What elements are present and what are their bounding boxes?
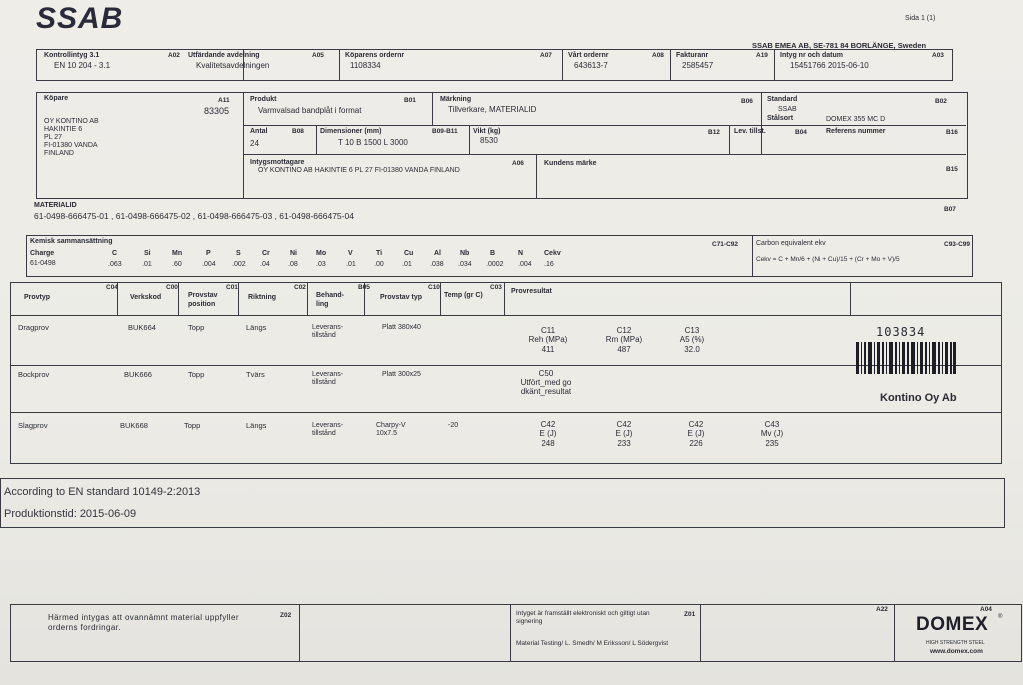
vikt-value: 8530 <box>480 136 498 145</box>
chem-h-al: Al <box>434 250 441 257</box>
chem-label: Kemisk sammansättning <box>30 238 113 245</box>
certify-code: Z02 <box>280 612 292 619</box>
row3-temp: -20 <box>448 422 459 429</box>
faktura-code: A19 <box>756 52 768 59</box>
row1-pos: Topp <box>188 323 205 332</box>
buyer-line-1: OY KONTINO AB <box>44 118 99 125</box>
row1-provtyp: Dragprov <box>18 323 49 332</box>
company-address: SSAB EMEA AB, SE-781 84 BORLÄNGE, Sweden <box>752 41 927 50</box>
product-value: Varmvalsad bandplåt i format <box>258 106 362 115</box>
row1-r3-code: C13 <box>684 326 700 335</box>
row3-r2-value: 233 <box>617 439 631 448</box>
dim-value: T 10 B 1500 L 3000 <box>338 138 408 147</box>
standard-code: B02 <box>935 98 947 105</box>
row3-r3-value: 226 <box>689 439 703 448</box>
row2-verkskod: BUK666 <box>124 370 152 379</box>
kontrollintyg-label: Kontrollintyg 3.1 <box>44 52 100 59</box>
th-provstavtyp-code: C10 <box>428 284 440 291</box>
chem-v-charge: 61-0498 <box>30 260 56 267</box>
certify-text: Härmed intygas att ovannämnt material uppfyller orderns fordringar. <box>48 613 239 632</box>
th-provstav2: position <box>188 301 216 308</box>
intyg-datum-code: A03 <box>932 52 944 59</box>
chem-v-nb: .034 <box>458 261 472 268</box>
kopare-order-value: 1108334 <box>350 61 381 70</box>
row3-r3-label: E (J) <box>687 429 705 438</box>
row3-r2-label: E (J) <box>615 429 633 438</box>
th-verkskod: Verkskod <box>130 294 162 301</box>
ref-code: B16 <box>946 129 958 136</box>
th-temp-code: C03 <box>490 284 502 291</box>
intyg-datum-label: Intyg nr och datum <box>780 52 843 59</box>
chem-h-v: V <box>348 250 353 257</box>
th-provstav-code: C01 <box>226 284 238 291</box>
buyer-code: A11 <box>218 97 230 104</box>
standard-label: Standard <box>767 96 798 103</box>
ce-label: Carbon equivalent ekv <box>756 240 826 247</box>
chem-v-b: .0002 <box>486 261 504 268</box>
th-behand2: ling <box>316 301 329 308</box>
chem-v-cekv: .16 <box>544 261 554 268</box>
row1-r2-label: Rm (MPa) <box>605 335 643 344</box>
utfardande-code: A05 <box>312 52 324 59</box>
th-provstavtyp: Provstav typ <box>380 294 423 301</box>
row2-behand2: tillstånd <box>312 379 336 386</box>
intyg-label: Intygsmottagare <box>250 159 305 166</box>
chem-v-al: .038 <box>430 261 444 268</box>
chem-h-nb: Nb <box>460 250 470 257</box>
row2-behand1: Leverans- <box>312 371 344 378</box>
ssab-logo: SSAB <box>36 2 124 35</box>
dim-code: B09-B11 <box>432 128 458 135</box>
row1-r1-label: Reh (MPa) <box>528 335 568 344</box>
th-verkskod-code: C00 <box>166 284 178 291</box>
chem-v-cu: .01 <box>402 261 412 268</box>
testing-text: Material Testing/ L. Smedh/ M Eriksson/ L Södergvist <box>516 640 669 647</box>
barcode-icon <box>856 342 956 374</box>
intyg-code: A06 <box>512 160 524 167</box>
row1-typ: Platt 380x40 <box>382 324 421 331</box>
row3-r4-value: 235 <box>765 439 779 448</box>
chem-v-ti: .00 <box>374 261 384 268</box>
row3-behand1: Leverans- <box>312 422 344 429</box>
row2-r1-value: dkänt_resultat <box>520 387 572 396</box>
row1-r2-code: C12 <box>616 326 632 335</box>
th-riktning: Riktning <box>248 294 276 301</box>
materialid-value: 61-0498-666475-01 , 61-0498-666475-02 , 61-0498-666475-03 , 61-0498-666475-04 <box>34 211 354 221</box>
row3-r1-value: 248 <box>541 439 555 448</box>
antal-code: B08 <box>292 128 304 135</box>
produktionstid-note: Produktionstid: 2015-06-09 <box>4 508 137 520</box>
row2-provtyp: Bockprov <box>18 370 50 379</box>
antal-value: 24 <box>250 139 259 148</box>
ref-label: Referens nummer <box>826 128 886 135</box>
row2-r1-code: C50 <box>538 369 554 378</box>
product-label: Produkt <box>250 96 277 103</box>
th-behand-code: B05 <box>358 284 370 291</box>
chem-h-p: P <box>206 250 211 257</box>
standard-value: SSAB <box>778 106 797 113</box>
buyer-line-5: FINLAND <box>44 150 74 157</box>
th-riktning-code: C02 <box>294 284 306 291</box>
domex-logo: DOMEX <box>916 614 989 635</box>
row1-r1-value: 411 <box>541 345 555 354</box>
row3-r4-code: C43 <box>764 420 780 429</box>
chem-v-c: .063 <box>108 261 122 268</box>
row1-r1-code: C11 <box>540 326 556 335</box>
chem-v-v: .01 <box>346 261 356 268</box>
intyg-value: OY KONTINO AB HAKINTIE 6 PL 27 FI-01380 VANDA FINLAND <box>258 167 460 174</box>
chem-code: C71-C92 <box>712 241 739 248</box>
chem-h-charge: Charge <box>30 250 55 257</box>
electronic-code: Z01 <box>684 611 696 618</box>
lev-code: B04 <box>795 129 807 136</box>
row1-r3-value: 32.0 <box>684 345 700 354</box>
domex-code: A04 <box>980 606 992 613</box>
kontrollintyg-code: A02 <box>168 52 180 59</box>
kundens-code: B15 <box>946 166 958 173</box>
ce-code: C93-C99 <box>944 241 971 248</box>
chem-h-si: Si <box>144 250 151 257</box>
barcode-number: 103834 <box>876 325 926 339</box>
kontrollintyg-value: EN 10 204 - 3.1 <box>54 61 111 70</box>
row3-behand2: tillstånd <box>312 430 336 437</box>
row3-typ2: 10x7.5 <box>376 430 398 437</box>
row3-typ: Charpy-V <box>376 422 406 429</box>
lev-label: Lev. tillst. <box>734 128 766 135</box>
marking-value: Tillverkare, MATERIALID <box>448 105 537 114</box>
row3-r1-code: C42 <box>540 420 556 429</box>
row3-verkskod: BUK668 <box>120 421 148 430</box>
chem-h-n: N <box>518 250 524 257</box>
buyer-line-3: PL 27 <box>44 134 63 141</box>
chem-v-n: .004 <box>518 261 532 268</box>
ce-formula: Cekv = C + Mn/6 + (Ni + Cu)/15 + (Cr + Mo + V)/5 <box>756 256 900 263</box>
chem-h-b: B <box>490 250 496 257</box>
row1-behand1: Leverans- <box>312 324 344 331</box>
faktura-value: 2585457 <box>682 61 714 70</box>
chem-h-ti: Ti <box>376 250 383 257</box>
stalsort-value: DOMEX 355 MC D <box>826 116 886 123</box>
electronic-text: Intyget är framställt elektroniskt och giltigt utan signering <box>516 610 650 625</box>
row1-r3-label: A5 (%) <box>679 335 705 344</box>
chem-h-ni: Ni <box>290 250 297 257</box>
chem-h-s: S <box>236 250 241 257</box>
row2-r1-label: Utfört_med go <box>520 378 572 387</box>
kontino-label: Kontino Oy Ab <box>880 392 957 404</box>
domex-url: www.domex.com <box>930 648 983 655</box>
tests-table <box>10 282 1002 464</box>
product-code: B01 <box>404 97 416 104</box>
vart-order-code: A08 <box>652 52 664 59</box>
utfardande-value: Kvalitetsavdelningen <box>196 61 270 70</box>
row3-provtyp: Slagprov <box>18 421 48 430</box>
vikt-label: Vikt (kg) <box>473 128 501 135</box>
chem-v-si: .01 <box>142 261 152 268</box>
kundens-label: Kundens märke <box>544 160 597 167</box>
buyer-line-4: FI-01380 VANDA <box>44 142 98 149</box>
row3-r3-code: C42 <box>688 420 704 429</box>
buyer-label: Köpare <box>44 95 69 102</box>
chem-v-mn: .60 <box>172 261 182 268</box>
chem-h-c: C <box>112 250 118 257</box>
th-resultat: Provresultat <box>511 288 552 295</box>
page-number: Sida 1 (1) <box>905 15 936 22</box>
row2-rikt: Tvärs <box>246 370 265 379</box>
chem-v-p: .004 <box>202 261 216 268</box>
materialid-label: MATERIALID <box>34 202 77 209</box>
utfardande-label: Utfärdande avdelning <box>188 52 260 59</box>
th-provtyp-code: C04 <box>106 284 118 291</box>
chem-v-cr: .04 <box>260 261 270 268</box>
domex-registered-icon: ® <box>998 614 1003 620</box>
chem-v-ni: .08 <box>288 261 298 268</box>
marking-label: Märkning <box>440 96 472 103</box>
materialid-code: B07 <box>944 206 956 213</box>
th-temp: Temp (gr C) <box>444 292 483 299</box>
domex-subtitle: HIGH STRENGTH STEEL <box>926 640 985 646</box>
standard-note: According to EN standard 10149-2:2013 <box>4 486 201 498</box>
buyer-line-2: HAKINTIE 6 <box>44 126 83 133</box>
th-behand: Behand- <box>316 292 344 299</box>
dim-label: Dimensioner (mm) <box>320 128 382 135</box>
chem-h-mn: Mn <box>172 250 183 257</box>
antal-label: Antal <box>250 128 268 135</box>
th-provstav: Provstav <box>188 292 218 299</box>
row3-rikt: Längs <box>246 421 267 430</box>
row2-pos: Topp <box>188 370 205 379</box>
vart-order-label: Vårt ordernr <box>568 52 609 59</box>
th-provtyp: Provtyp <box>24 294 51 301</box>
row1-rikt: Längs <box>246 323 267 332</box>
chem-h-mo: Mo <box>316 250 327 257</box>
chem-v-mo: .03 <box>316 261 326 268</box>
row3-pos: Topp <box>184 421 201 430</box>
row2-typ: Platt 300x25 <box>382 371 421 378</box>
buyer-number: 83305 <box>204 106 230 116</box>
chem-h-cekv: Cekv <box>544 250 561 257</box>
row3-r2-code: C42 <box>616 420 632 429</box>
chem-h-cu: Cu <box>404 250 414 257</box>
kopare-order-code: A07 <box>540 52 552 59</box>
stalsort-label: Stålsort <box>767 115 794 122</box>
row1-verkskod: BUK664 <box>128 323 156 332</box>
row3-r4-label: Mv (J) <box>760 429 784 438</box>
kopare-order-label: Köparens ordernr <box>345 52 405 59</box>
chem-v-s: .002 <box>232 261 246 268</box>
row1-behand2: tillstånd <box>312 332 336 339</box>
vikt-code: B12 <box>708 129 720 136</box>
vart-order-value: 643613-7 <box>574 61 608 70</box>
right-code: A22 <box>876 606 888 613</box>
marking-code: B06 <box>741 98 753 105</box>
faktura-label: Fakturanr <box>676 52 709 59</box>
row3-r1-label: E (J) <box>539 429 557 438</box>
row1-r2-value: 487 <box>617 345 631 354</box>
chem-h-cr: Cr <box>262 250 270 257</box>
intyg-datum-value: 15451766 2015-06-10 <box>790 61 869 70</box>
